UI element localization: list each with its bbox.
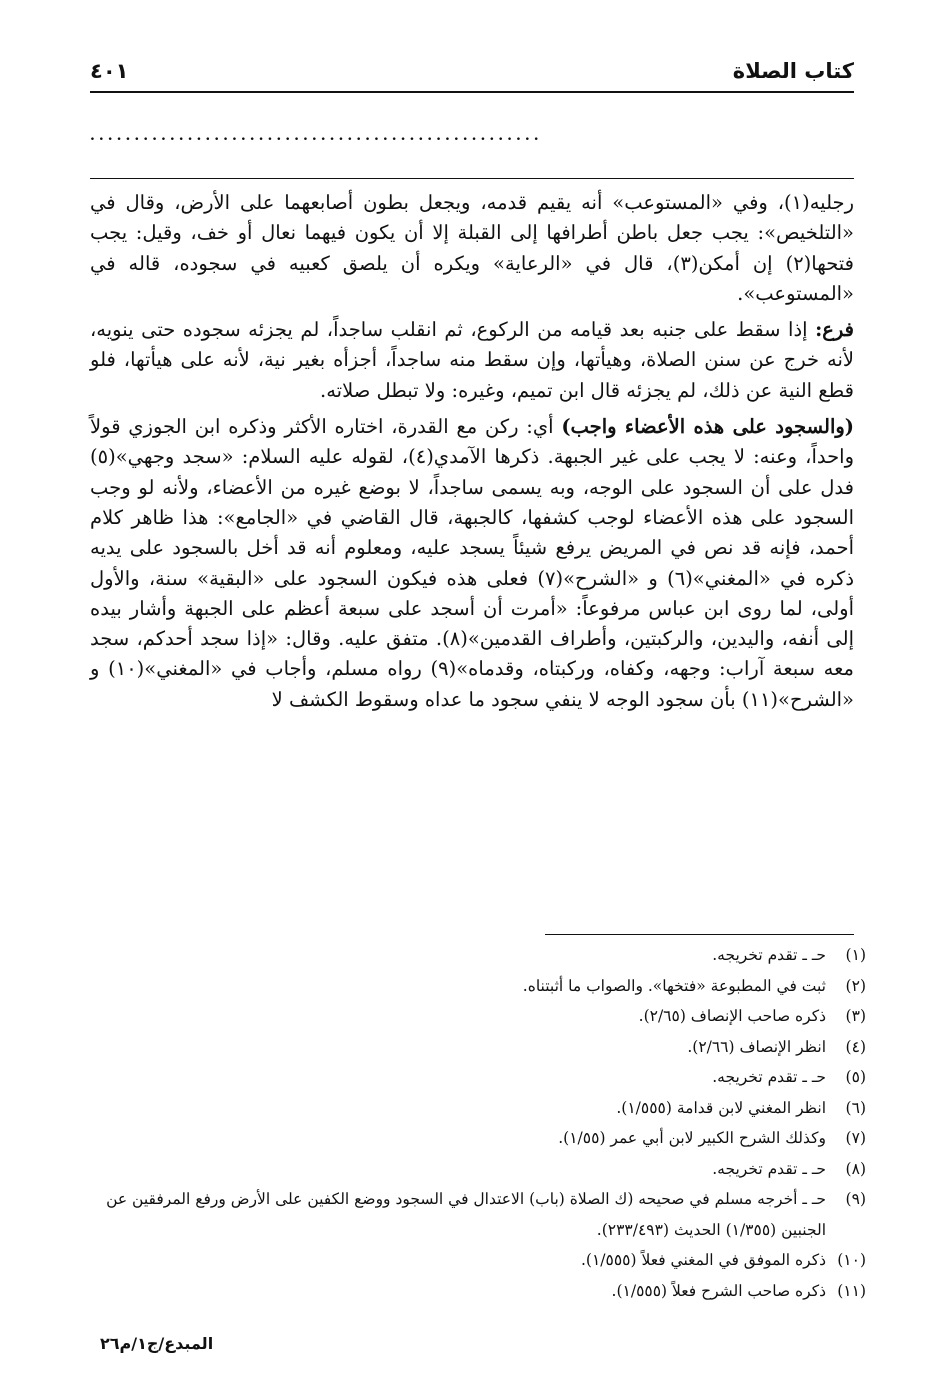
footnote-text: ذكره الموفق في المغني فعلاً (١/٥٥٥). xyxy=(580,1251,826,1269)
footnote xyxy=(90,1245,866,1276)
footnote-number: (٨) xyxy=(845,1159,866,1178)
footnote-number: (٧) xyxy=(845,1129,866,1147)
running-title: كتاب الصلاة xyxy=(732,59,854,83)
footnote-text: ذكره صاحب الشرح فعلاً (١/٥٥٥). xyxy=(611,1281,826,1300)
paragraph-text: إذا سقط على جنبه بعد قيامه من الركوع، ثم انقلب ساجداً، لم يجزئه سجوده حتى ينويه، لأنه خرج عن سنن الصلاة، وهيأتها، وإن سقط منه ساجداً، أجزأه بغير نية، لأنه على هيأتها، فلو قطع النية عن ذلك، لم يجزئه قال ابن تميم، وغيره: ولا تبطل صلاته. xyxy=(90,318,854,402)
footnote-number: (٦) xyxy=(845,1098,866,1117)
footnote-number: (٢) xyxy=(845,976,866,995)
paragraph-text: أي: ركن مع القدرة، اختاره الأكثر وذكره ابن الجوزي قولاً واحداً، وعنه: لا يجب على غير الجبهة. ذكرها الآمدي(٤)، لقوله عليه السلام: «سجد وجهي»(٥) فدل على أن السجود على الوجه، وبه يسمى ساجداً، لا بوضع غيره من الأعضاء، ولأنه لو وجب السجود على هذه الأعضاء لوجب كشفها، كالجبهة، قال القاضي في «الجامع»: هذا ظاهر كلام أحمد، فإنه قد نص في المريض يرفع شيئاً يسجد عليه، ومعلوم أنه قد أخل بالسجود على يديه ذكره في «المغني»(٦) و «الشرح»(٧) فعلى هذه فيكون السجود على «البقية» سنة، والأول أولى، لما روى ابن عباس مرفوعاً: «أمرت أن أسجد على سبعة أعظم على الجبهة وأشار بيده إلى أنفه، واليدين، والركبتين، وأطراف القدمين»(٨). متفق عليه. وقال: «إذا سجد أحدكم، سجد معه سبعة آراب: وجهه، وكفاه، وركبتاه، وقدماه»(٩) رواه مسلم، وأجاب في «المغني»(١٠) و «الشرح»(١١) بأن سجود الوجه لا ينفي سجود ما عداه وسقوط الكشف لا xyxy=(90,415,855,711)
omission-dots: ................................................... xyxy=(90,128,543,144)
footnote-text: حـ ـ تقدم تخريجه. xyxy=(712,946,826,964)
footnote-text: حـ ـ أخرجه مسلم في صحيحه (ك الصلاة (باب) الاعتدال في السجود ووضع الكفين على الأرض ورفع المرفقين عن الجنبين (١/٣٥٥) الحديث (٢٣٣/٤٩٣). xyxy=(106,1190,826,1239)
footnote xyxy=(90,1032,866,1063)
footnote xyxy=(90,1184,866,1245)
footnote-number: (٤) xyxy=(845,1037,866,1056)
footnote-rule xyxy=(545,934,854,935)
paragraph xyxy=(90,315,854,406)
footnote-number: (١) xyxy=(845,946,866,964)
footnote-text: انظر الإنصاف (٢/٦٦). xyxy=(687,1037,826,1056)
paragraph-lead: فرع: xyxy=(815,318,854,342)
header-rule xyxy=(90,91,854,93)
footnote-text: ثبت في المطبوعة «فتخها». والصواب ما أثبتناه. xyxy=(522,976,826,995)
paragraph xyxy=(90,412,854,715)
paragraph-lead: (والسجود على هذه الأعضاء واجب) xyxy=(561,415,855,439)
footnote xyxy=(90,1093,866,1124)
paragraph-text: رجليه(١)، وفي «المستوعب» أنه يقيم قدمه، ويجعل بطون أصابعهما على الأرض، وقال في «التلخيص»: يجب جعل باطن أطرافها إلى القبلة إلا أن يكون فيهما نعال أو خف، وقيل: يجب فتحها(٢) إن أمكن(٣)، قال في «الرعاية» ويكره أن يلصق كعبيه في سجوده، قاله في «المستوعب». xyxy=(90,191,855,305)
footnote-text: حـ ـ تقدم تخريجه. xyxy=(712,1068,826,1086)
footnote xyxy=(90,1001,866,1032)
footnote xyxy=(90,971,866,1002)
footnote-text: وكذلك الشرح الكبير لابن أبي عمر (١/٥٥). xyxy=(558,1129,826,1147)
footnote xyxy=(90,940,866,971)
main-text xyxy=(90,188,854,721)
paragraph xyxy=(90,188,854,309)
footnote xyxy=(90,1154,866,1185)
footnote-text: حـ ـ تقدم تخريجه. xyxy=(712,1159,826,1178)
footnote xyxy=(90,1062,866,1093)
footnote-text: انظر المغني لابن قدامة (١/٥٥٥). xyxy=(616,1098,826,1117)
page-header xyxy=(90,56,854,92)
footnote-number: (٣) xyxy=(845,1007,866,1025)
footnote-text: ذكره صاحب الإنصاف (٢/٦٥). xyxy=(638,1007,826,1025)
page-number: ٤٠١ xyxy=(90,59,129,83)
footnote xyxy=(90,1276,866,1307)
section-rule xyxy=(90,178,854,179)
footnote-number: (٩) xyxy=(845,1190,866,1208)
page-footer-signature: المبدع/ج١/م٢٦ xyxy=(100,1334,214,1353)
footnote-number: (٥) xyxy=(845,1068,866,1086)
footnotes xyxy=(90,940,866,1306)
footnote-number: (١٠) xyxy=(837,1251,866,1269)
footnote xyxy=(90,1123,866,1154)
footnote-number: (١١) xyxy=(837,1281,866,1300)
